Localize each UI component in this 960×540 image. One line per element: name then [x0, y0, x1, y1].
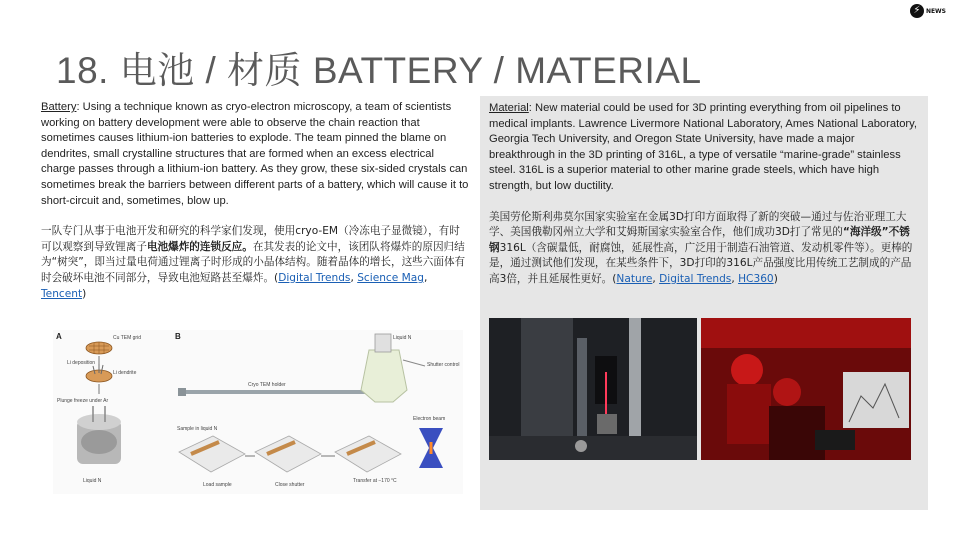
stage-transfer-icon: [335, 436, 401, 472]
material-zh-text-2: 316L（含碳量低，耐腐蚀，延展性高，广泛用于制造石油管道、发动机零件等）。更棒的是，通过测试他们发现，在某些条件下，3D打印的316L产品强度比用传统工艺制成的产品高3倍，并且延展性更好。(: [489, 241, 913, 285]
lightning-icon: ⚡: [910, 4, 924, 18]
panel-b-label: B: [175, 332, 181, 341]
source-link-tencent[interactable]: Tencent: [41, 287, 83, 300]
source-link-science-mag[interactable]: Science Mag: [357, 271, 424, 284]
material-zh-text-1: 美国劳伦斯利弗莫尔国家实验室在金属3D打印方面取得了新的突破—通过与佐治亚理工大学、美国俄勒冈州立大学和艾姆斯国家实验室合作，他们成功3D打了常见的: [489, 210, 907, 239]
battery-en-text: : Using a technique known as cryo-electron microscopy, a team of scientists working on battery development were able to observe the chain reaction that sometimes causes lithium-ion batteries to explode. The team pinned the blame on dendrites, small crystalline structures that are formed when an excess electrical charge passes through a lithium-ion battery. As they grow, these six-sided crystals can sometimes break the barriers between different parts of a battery, which will cause it to short-circuit and, sometimes, blow up.: [41, 101, 469, 207]
ln2-bottom-label: Liquid N: [83, 478, 102, 484]
material-chinese-paragraph: [489, 210, 918, 288]
deposited-grid-icon: [86, 364, 112, 382]
battery-english-paragraph: [41, 100, 470, 209]
material-lead: Material: [489, 102, 529, 114]
source-link-digital-trends[interactable]: Digital Trends: [659, 272, 732, 285]
lab-scientists-photo: [701, 318, 911, 460]
battery-zh-text-2: 在其发表的论文中，该团队将爆炸的原因归结为“树突”，即当过量电荷通过锂离子时形成的小晶体结构。随着晶体的增长，这些六面体有时会破坏电池不同部分，导致电池短路甚至爆炸。(: [41, 240, 466, 284]
liquid-nitrogen-dewar-icon: [77, 406, 121, 464]
transfer-label: Transfer at −170 °C: [353, 478, 397, 484]
source-link-hc360[interactable]: HC360: [738, 272, 774, 285]
cryo-holder-icon: [178, 334, 425, 402]
grid-label: Cu TEM grid: [113, 335, 141, 341]
dendrite-label: Li dendrite: [113, 370, 137, 376]
material-english-paragraph: [489, 101, 918, 195]
source-separator: ,: [424, 271, 428, 284]
electron-beam-icon: [419, 428, 443, 468]
source-close-paren: ): [82, 287, 87, 300]
sample-label: Sample in liquid N: [177, 426, 218, 432]
page-title: 18. 电池 / 材质 BATTERY / MATERIAL: [56, 50, 702, 91]
stage-load-icon: [179, 436, 245, 472]
load-label: Load sample: [203, 482, 232, 488]
source-separator: ,: [350, 271, 358, 284]
cu-grid-icon: [86, 342, 112, 354]
deposition-label: Li deposition: [67, 360, 96, 366]
source-separator: ,: [731, 272, 739, 285]
plunge-label: Plunge freeze under Ar: [57, 398, 109, 404]
panel-a-label: A: [56, 332, 62, 341]
close-shutter-label: Close shutter: [275, 482, 305, 488]
material-panel: [480, 96, 928, 510]
material-zh-bold: “海洋级”不锈钢: [489, 226, 910, 254]
battery-lead: Battery: [41, 101, 77, 113]
battery-chinese-paragraph: [41, 224, 470, 302]
cryo-em-figure: [53, 330, 463, 494]
battery-panel: [32, 96, 480, 510]
source-link-digital-trends[interactable]: Digital Trends: [278, 271, 351, 284]
ln2-top-label: Liquid N: [393, 335, 412, 341]
source-link-nature[interactable]: Nature: [616, 272, 653, 285]
news-logo: [910, 4, 946, 18]
battery-zh-bold: 电池爆炸的连锁反应。: [146, 240, 253, 253]
material-en-text: : New material could be used for 3D printing everything from oil pipelines to medical implants. Lawrence Livermore National Laboratory, Ames National Laboratory, Georgia Tech University, and Oregon State University, have made a major breakthrough in the 3D printing of 316L, a type of versatile “marine-grade” stainless steel. 316L is a superior material to other marine grade steels, which have high strength, but low ductility.: [489, 102, 918, 192]
lab-photo-figure: [489, 318, 911, 460]
beam-label: Electron beam: [413, 416, 446, 422]
battery-zh-text-1: 一队专门从事于电池开发和研究的科学家们发现，使用cryo-EM（冷冻电子显微镜），有时可以观察到导致锂离子: [41, 225, 460, 253]
holder-label: Cryo TEM holder: [248, 382, 286, 388]
tensile-test-photo: [489, 318, 697, 460]
source-close-paren: ): [773, 272, 778, 285]
source-separator: ,: [652, 272, 660, 285]
shutter-label: Shutter control: [427, 362, 460, 368]
logo-text: NEWS: [925, 7, 946, 15]
stage-close-icon: [255, 436, 321, 472]
